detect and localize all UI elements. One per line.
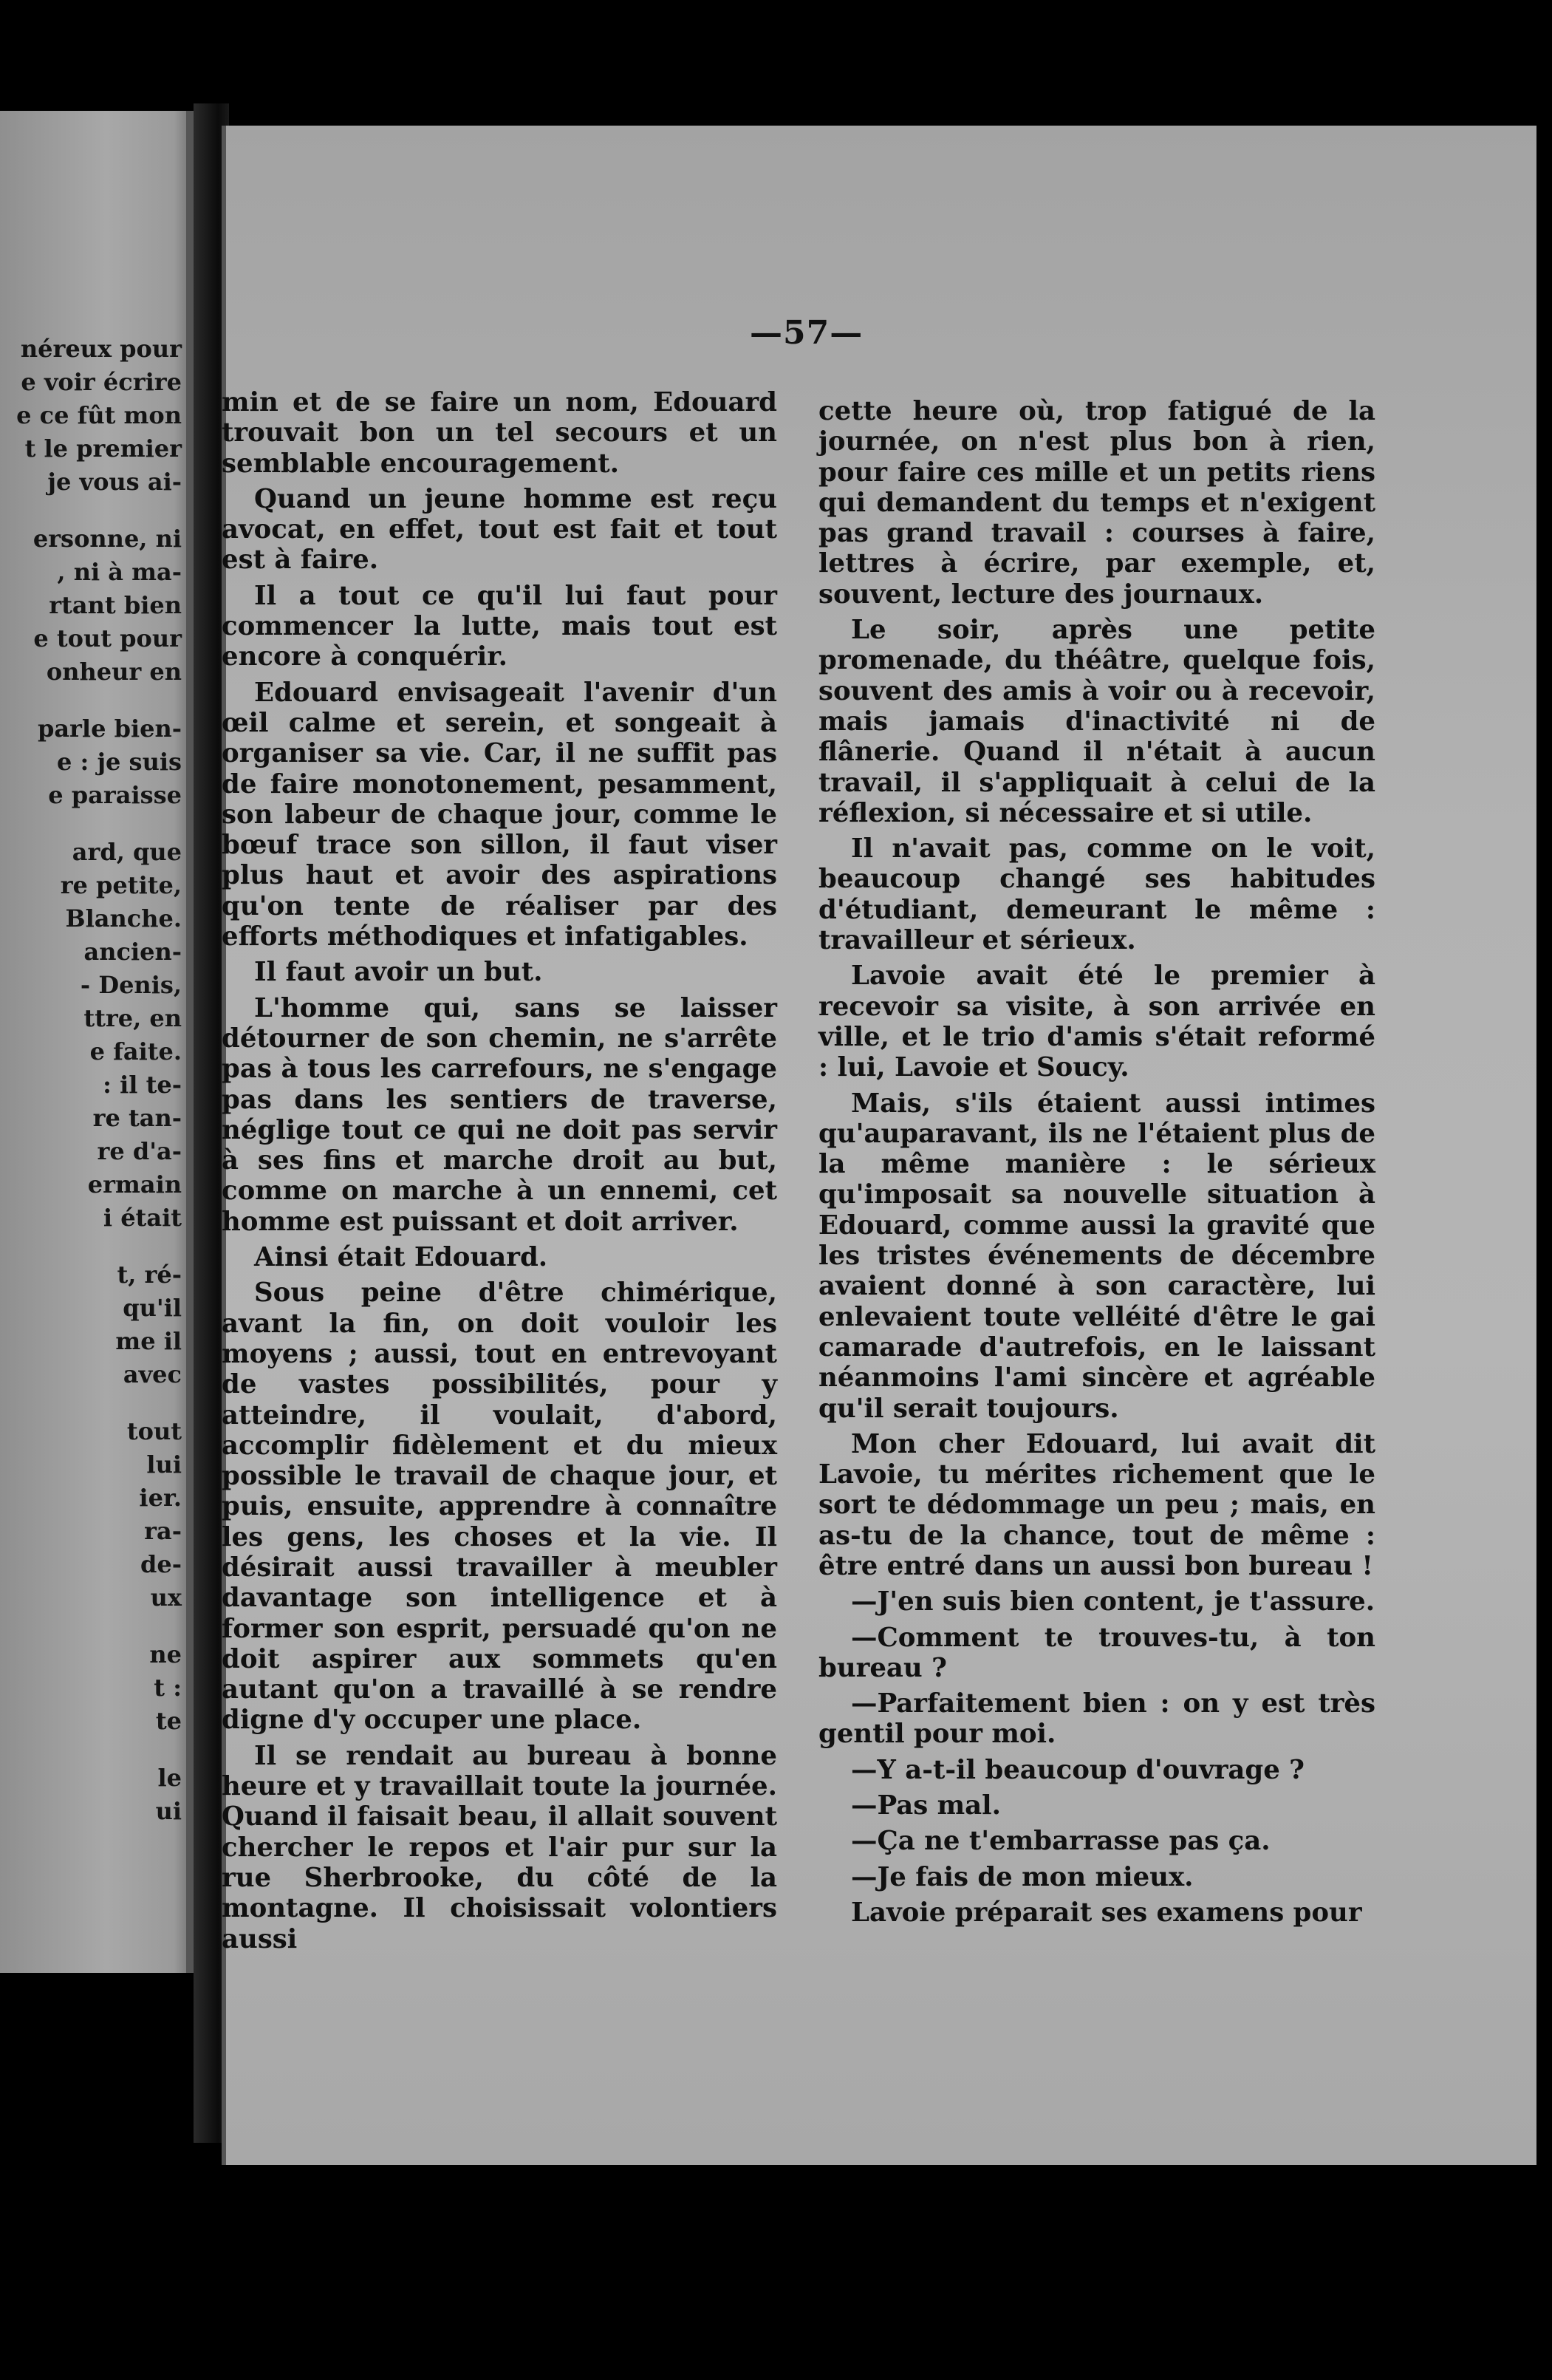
paragraph: Le soir, après une petite promenade, du théâtre, quelque fois, souvent des amis à voir ou à recevoir, mais jamais d'inactivité ni de flânerie. Quand il n'était à aucun travail, il s'appliquait à celui de la réflexion, si nécessaire et si utile.	[818, 615, 1375, 828]
line-gap	[0, 1391, 186, 1415]
previous-page-line: ersonne, ni	[33, 525, 182, 553]
left-column	[222, 387, 777, 1960]
previous-page-line: ui	[155, 1797, 182, 1825]
paragraph: Il faut avoir un but.	[254, 957, 543, 988]
previous-page-line: ard, que	[72, 838, 182, 866]
previous-page-line: de-	[140, 1550, 182, 1578]
previous-page-line: ux	[150, 1583, 182, 1612]
right-column	[818, 396, 1375, 1933]
paragraph: Il n'avait pas, comme on le voit, beaucoup changé ses habitudes d'étudiant, demeurant le même : travailleur et sérieux.	[818, 833, 1375, 956]
paragraph: Mon cher Edouard, lui avait dit Lavoie, tu mérites richement que le sort te dédommage un peu ; mais, en as-tu de la chance, tout de même : être entré dans un aussi bon bureau !	[818, 1428, 1375, 1581]
line-gap	[0, 1235, 186, 1258]
line-gap	[0, 689, 186, 712]
previous-page-line: ermain	[87, 1170, 182, 1198]
previous-page-line: lui	[146, 1450, 182, 1479]
previous-page-line: e paraisse	[48, 781, 182, 809]
previous-page-line: i était	[103, 1204, 182, 1232]
previous-page-line: tout	[126, 1417, 182, 1445]
previous-page-line: t, ré-	[117, 1261, 182, 1289]
previous-page-line: re d'a-	[97, 1137, 182, 1165]
previous-page-line: t :	[154, 1674, 182, 1702]
paragraph: Edouard envisageait l'avenir d'un œil calme et serein, et songeait à organiser sa vie. Car, il ne suffit pas de faire monotonement, pesamment, son labeur de chaque jour, comme le bœuf trace son sillon, il faut viser plus haut et avoir des aspirations qu'on tente de réaliser par des efforts méthodiques et infatigables.	[222, 677, 777, 952]
previous-page-line: e tout pour	[33, 624, 182, 652]
previous-page-line: ne	[149, 1640, 182, 1668]
previous-page-line: avec	[123, 1360, 182, 1388]
previous-page-line: e : je suis	[57, 748, 182, 776]
previous-page-line: e faite.	[89, 1037, 182, 1065]
previous-page-line: Blanche.	[65, 904, 182, 932]
paragraph: Lavoie préparait ses examens pour	[851, 1897, 1362, 1928]
dialogue-line: —J'en suis bien content, je t'assure.	[851, 1586, 1375, 1617]
previous-page-line: re petite,	[60, 871, 182, 899]
dialogue-line: —Je fais de mon mieux.	[851, 1861, 1194, 1892]
previous-page-edge	[186, 111, 194, 1973]
previous-page-line: qu'il	[123, 1294, 182, 1322]
previous-page-line: ra-	[144, 1517, 182, 1545]
previous-page-line: t le premier	[24, 434, 182, 463]
previous-page-line: parle bien-	[37, 715, 182, 743]
paragraph: Mais, s'ils étaient aussi intimes qu'auparavant, ils ne l'étaient plus de la même manière : le sérieux qu'imposait sa nouvelle situation à Edouard, comme aussi la gravité que les tristes événements de décembre avaient donné à son caractère, lui enlevaient toute velléité d'être le gai camarade d'autrefois, en le laissant néanmoins l'ami sincère et agréable qu'il serait toujours.	[818, 1088, 1375, 1424]
dialogue-line: —Parfaitement bien : on y est très gentil pour moi.	[818, 1688, 1375, 1750]
previous-page-line: me il	[115, 1327, 182, 1355]
line-gap	[0, 499, 186, 522]
paragraph: L'homme qui, sans se laisser détourner de son chemin, ne s'arrête pas à tous les carrefours, ne s'engage pas dans les sentiers de traverse, néglige tout ce qui ne doit pas servir à ses fins et marche droit au but, comme on marche à un ennemi, cet homme est puissant et doit arriver.	[222, 992, 777, 1237]
dialogue-line: —Ça ne t'embarrasse pas ça.	[851, 1826, 1271, 1857]
previous-page-line: : il te-	[103, 1071, 182, 1099]
previous-page-line: néreux pour	[20, 335, 182, 363]
paragraph: cette heure où, trop fatigué de la journée, on n'est plus bon à rien, pour faire ces mille et un petits riens qui demandent du temps et n'exigent pas grand travail : courses à faire, lettres à écrire, par exemple, et, souvent, lecture des journaux.	[818, 396, 1375, 610]
dialogue-line: —Comment te trouves-tu, à ton bureau ?	[818, 1622, 1375, 1683]
paragraph: min et de se faire un nom, Edouard trouvait bon un tel secours et un semblable encouragement.	[222, 387, 777, 479]
previous-page-line: ier.	[139, 1484, 182, 1512]
paragraph: Ainsi était Edouard.	[254, 1242, 548, 1273]
previous-page-line: rtant bien	[49, 591, 182, 619]
previous-page	[0, 111, 194, 1973]
line-gap	[0, 1614, 186, 1638]
paragraph: Il se rendait au bureau à bonne heure et y travaillait toute la journée. Quand il faisait beau, il allait souvent chercher le repos et l'air pur sur la rue Sherbrooke, du côté de la montagne. Il choisissait volontiers aussi	[222, 1740, 777, 1954]
paragraph: Lavoie avait été le premier à recevoir sa visite, à son arrivée en ville, et le trio d'amis s'était reformé : lui, Lavoie et Soucy.	[818, 961, 1375, 1083]
dialogue-line: —Pas mal.	[851, 1790, 1001, 1821]
previous-page-line: re tan-	[92, 1104, 182, 1132]
line-gap	[0, 812, 186, 836]
previous-page-line: je vous ai-	[47, 468, 182, 496]
dialogue-line: —Y a-t-il beaucoup d'ouvrage ?	[851, 1754, 1305, 1785]
previous-page-line: onheur en	[46, 658, 182, 686]
paragraph: Sous peine d'être chimérique, avant la fin, on doit vouloir les moyens ; aussi, tout en entrevoyant de vastes possibilités, pour y atteindre, il voulait, d'abord, accomplir fidèlement et du mieux possible le travail de chaque jour, et puis, ensuite, apprendre à connaître les gens, les choses et la vie. Il désirait aussi travailler à meubler davantage son intelligence et à former son esprit, persuadé qu'on ne doit aspirer aux sommets qu'en autant qu'on a travaillé à se rendre digne d'y occuper une place.	[222, 1278, 777, 1736]
page-number: —57—	[750, 314, 864, 352]
previous-page-line: ttre, en	[83, 1004, 182, 1032]
previous-page-text	[0, 333, 186, 1828]
previous-page-line: le	[157, 1764, 182, 1792]
line-gap	[0, 1738, 186, 1762]
previous-page-line: , ni à ma-	[57, 558, 182, 586]
previous-page-line: te	[155, 1707, 182, 1735]
previous-page-line: e voir écrire	[21, 368, 182, 396]
paragraph: Quand un jeune homme est reçu avocat, en effet, tout est fait et tout est à faire.	[222, 483, 777, 576]
previous-page-line: e ce fût mon	[16, 401, 182, 429]
previous-page-line: - Denis,	[80, 971, 182, 999]
paragraph: Il a tout ce qu'il lui faut pour commencer la lutte, mais tout est encore à conquérir.	[222, 580, 777, 672]
previous-page-line: ancien-	[83, 938, 182, 966]
